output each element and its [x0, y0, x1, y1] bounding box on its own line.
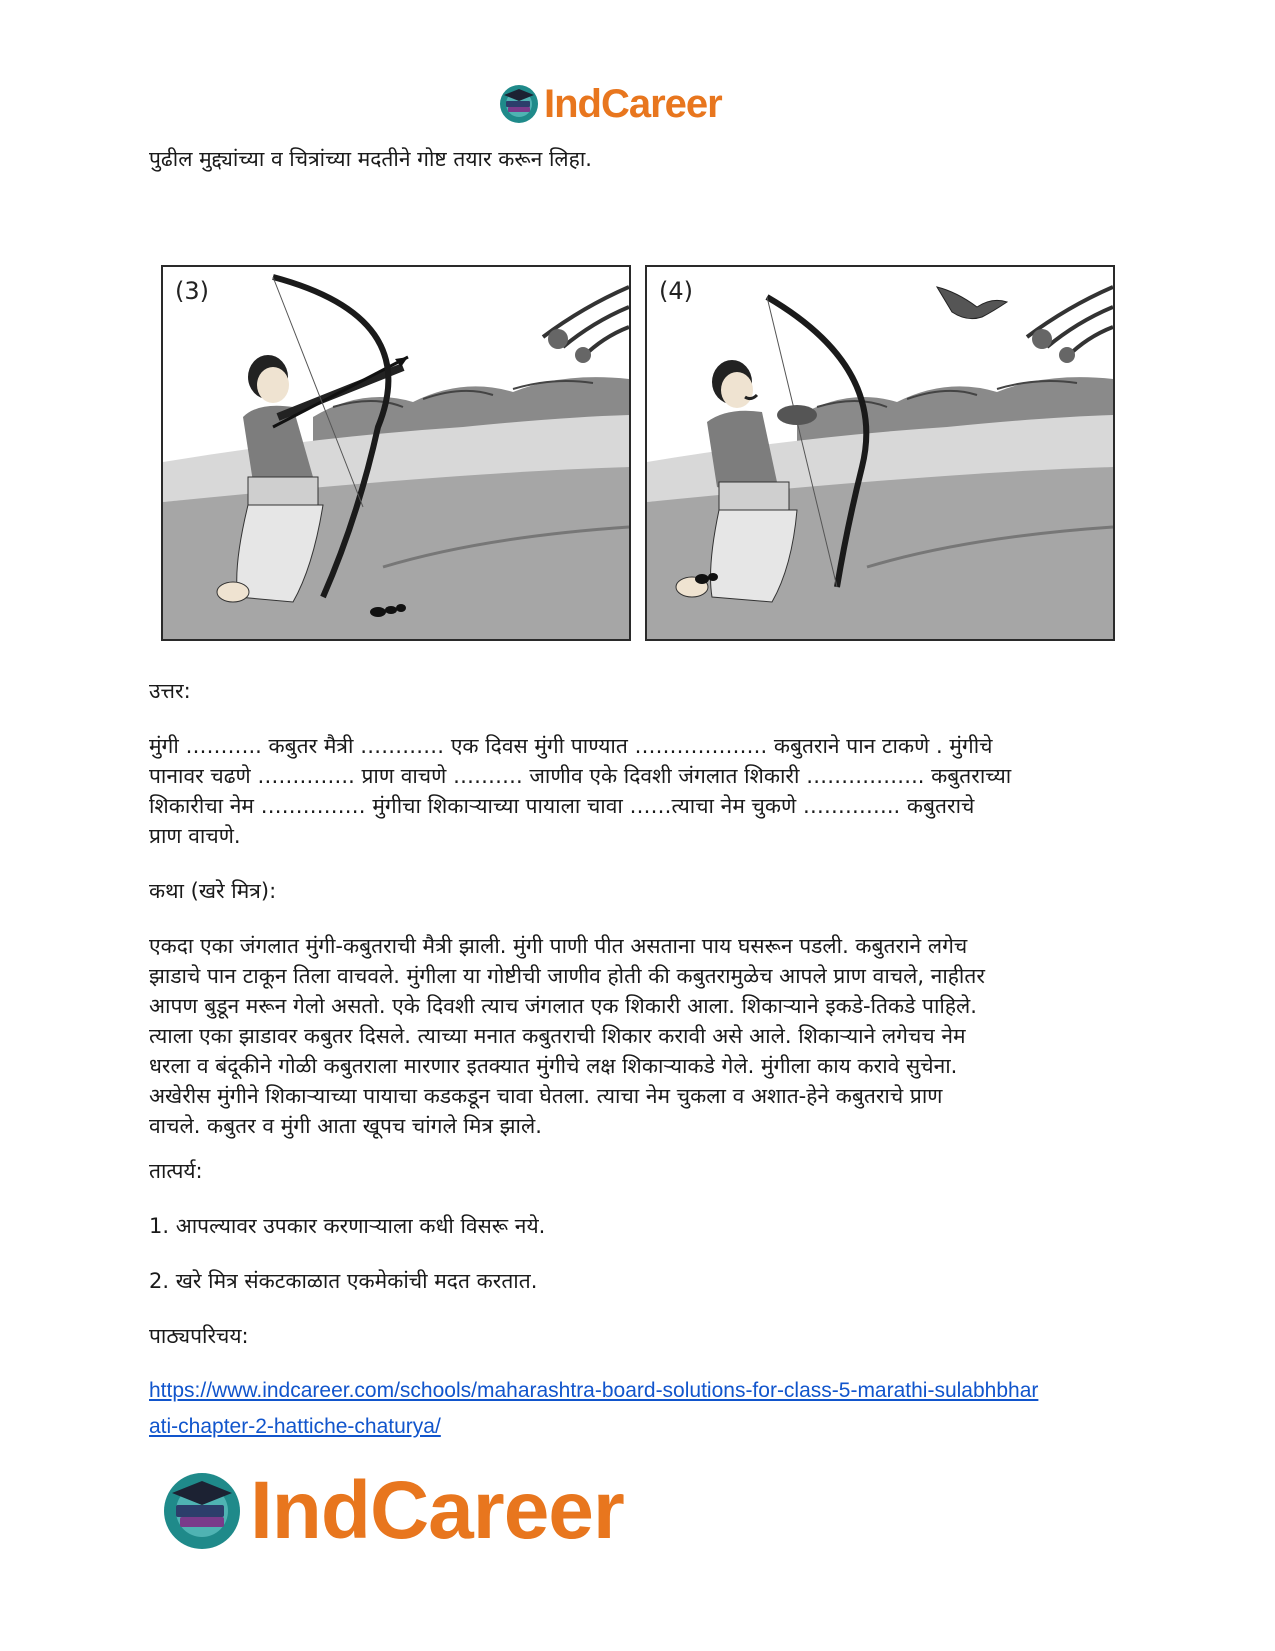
story-outline: [149, 731, 1139, 851]
hunter-aiming-illustration: [163, 267, 629, 639]
answer-heading: उत्तर:: [149, 679, 191, 703]
brand-name: IndCareer: [250, 1465, 624, 1556]
moral-item: 1. आपल्यावर उपकार करणाऱ्याला कधी विसरू नये.: [149, 1214, 546, 1238]
story-line: झाडाचे पान टाकून तिला वाचवले. मुंगीला या गोष्टीची जाणीव होती की कबुतरामुळेच आपले प्राण वाचले, नाहीतर: [149, 964, 985, 988]
story-body: [149, 931, 1139, 1141]
hunter-missed-shot-illustration: [647, 267, 1113, 639]
story-line: अखेरीस मुंगीने शिकाऱ्याच्या पायाचा कडकडून चावा घेतला. त्याचा नेम चुकला व अशात-हेने कबुतराचे प्राण: [149, 1084, 943, 1108]
story-illustration-panel-3: [161, 265, 631, 641]
outline-line: मुंगी ……….. कबुतर मैत्री ………… एक दिवस मुंगी पाण्यात ………………. कबुतराने पान टाकणे . मुंगीचे: [149, 734, 993, 758]
graduation-globe-icon: [498, 83, 540, 125]
source-link-line-2[interactable]: ati-chapter-2-hattiche-chaturya/: [149, 1415, 441, 1438]
outline-line: पानावर चढणे ………….. प्राण वाचणे ………. जाणीव एके दिवशी जंगलात शिकारी …………….. कबुतराच्या: [149, 764, 1012, 788]
brand-name: IndCareer: [544, 81, 722, 126]
story-line: वाचले. कबुतर व मुंगी आता खूपच चांगले मित्र झाले.: [149, 1114, 542, 1138]
story-line: धरला व बंदूकीने गोळी कबुतराला मारणार इतक्यात मुंगीचे लक्ष शिकाऱ्याकडे गेले. मुंगीला काय करावे सुचेना.: [149, 1054, 958, 1078]
story-line: आपण बुडून मरून गेलो असतो. एके दिवशी त्याच जंगलात एक शिकारी आला. शिकाऱ्याने इकडे-तिकडे पाहिले.: [149, 994, 977, 1018]
story-heading: कथा (खरे मित्र):: [149, 879, 277, 903]
outline-line: प्राण वाचणे.: [149, 824, 241, 848]
moral-item: 2. खरे मित्र संकटकाळात एकमेकांची मदत करतात.: [149, 1269, 538, 1293]
story-line: एकदा एका जंगलात मुंगी-कबुतराची मैत्री झाली. मुंगी पाणी पीत असताना पाय घसरून पडली. कबुतराने लगेच: [149, 934, 968, 958]
source-heading: पाठ्यपरिचय:: [149, 1324, 249, 1348]
story-line: त्याला एका झाडावर कबुतर दिसले. त्याच्या मनात कबुतराची शिकार करावी असे आले. शिकाऱ्याने लगेचच नेम: [149, 1024, 966, 1048]
brand-logo-bottom: [160, 1465, 624, 1557]
graduation-globe-icon: [160, 1469, 244, 1553]
panel-number: (3): [175, 277, 209, 305]
outline-line: शिकारीचा नेम …………… मुंगीचा शिकाऱ्याच्या पायाला चावा ……त्याचा नेम चुकणे ………….. कबुतराचे: [149, 794, 975, 818]
moral-heading: तात्पर्य:: [149, 1159, 203, 1183]
brand-logo-top: [498, 80, 722, 128]
panel-number: (4): [659, 277, 693, 305]
source-link-line-1[interactable]: https://www.indcareer.com/schools/maharashtra-board-solutions-for-class-5-marathi-sulabhbhar: [149, 1379, 1039, 1402]
story-illustration-panel-4: [645, 265, 1115, 641]
question-prompt: पुढील मुद्द्यांच्या व चित्रांच्या मदतीने गोष्ट तयार करून लिहा.: [149, 147, 592, 171]
